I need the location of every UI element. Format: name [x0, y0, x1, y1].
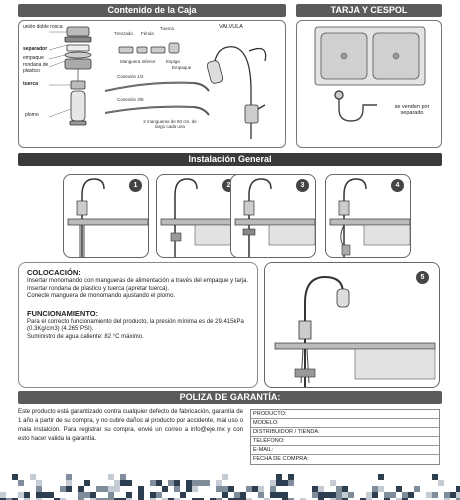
colocacion-title: COLOCACIÓN:: [27, 268, 81, 277]
colocacion-line-3: Conecte manguera de monomando ajustando el plomo.: [27, 293, 176, 300]
sink-panel: [296, 20, 442, 148]
warranty-form: [250, 409, 440, 465]
label-union: unión doble rosca: [23, 24, 63, 30]
sink-note: se venden por separado: [394, 104, 430, 116]
label-ferula: Férula: [141, 31, 154, 36]
label-rondana: rondana de plastico: [23, 62, 49, 74]
form-field-telefono[interactable]: TELÉFONO:: [251, 437, 439, 446]
funcionamiento-line-1: Para el correcto funcionamiento del producto, la presión mínima es de 29.415kPa (0.3Kg/cm3) (4.265 PSI).: [27, 318, 244, 333]
sink-illustration: [297, 21, 443, 149]
label-tuerca: tuerca: [23, 81, 39, 87]
form-field-email[interactable]: E-MAIL:: [251, 446, 439, 455]
funcionamiento-title: FUNCIONAMIENTO:: [27, 308, 99, 318]
form-field-modelo[interactable]: MODELO:: [251, 419, 439, 428]
step-4-panel: [325, 174, 411, 258]
step-number: 2: [222, 179, 235, 192]
label-conexion-38: Conexión 3/8: [117, 97, 144, 102]
form-field-producto[interactable]: PRODUCTO:: [251, 410, 439, 419]
label-empaque-2: Empaque: [172, 65, 192, 70]
label-trenzado: Trenzado: [114, 31, 133, 36]
box-contents-panel: [18, 20, 286, 148]
step-number: 1: [129, 179, 142, 192]
label-empaque: empaque: [23, 55, 44, 61]
step-5-panel: [264, 262, 440, 388]
section-header-install: Instalación General: [18, 153, 442, 166]
box-contents-illustration: [19, 21, 287, 149]
form-field-fecha[interactable]: FECHA DE COMPRA:: [253, 456, 309, 462]
step-3-panel: [230, 174, 316, 258]
label-plomo: plomo: [25, 112, 39, 118]
step-number: 4: [391, 179, 404, 192]
label-separador: separador: [23, 46, 48, 52]
warranty-text: Este producto está garantizado contra cualquier defecto de fabricación, garantía de 1 año a partir de su compra, y no cubre daños al producto por accidente, mal uso o mala instalción. Para registrar su compra, envié un correo a info@eje.mx y con esto hacer valida la garantía.: [18, 408, 243, 443]
label-mangueras: 2 mangueras de 50 cm. de largo cada una: [143, 119, 197, 129]
step-1-panel: [63, 174, 149, 258]
colocacion-line-1: Insertar monomando con mangueras de alimentación a través del empaque y tarja.: [27, 278, 249, 284]
step-number: 3: [296, 179, 309, 192]
label-conexion-12: Conexión 1/2: [117, 74, 144, 79]
label-valvula: VALVULA: [219, 24, 243, 30]
section-header-box-contents: Contenido de la Caja: [18, 4, 286, 17]
form-field-distribuidor[interactable]: DISTRIBUIDOR / TIENDA:: [251, 428, 439, 437]
instructions-panel: [18, 262, 258, 388]
checkered-footer: [0, 474, 460, 500]
colocacion-line-2: Insertar rondana de plastico y tuerca (apretar tuerca).: [27, 285, 170, 292]
label-tuerca-2: Tuerca: [160, 26, 174, 31]
section-header-sink: TARJA Y CESPOL: [296, 4, 442, 17]
step-number: 5: [416, 271, 429, 284]
funcionamiento-line-2: Suministro de agua caliente: 82 °C máximo.: [27, 333, 144, 340]
section-header-warranty: POLIZA DE GARANTÍA:: [18, 391, 442, 404]
label-espiga: Espiga: [166, 59, 180, 64]
label-manguera-inferior: Manguera Inferior: [120, 59, 156, 64]
